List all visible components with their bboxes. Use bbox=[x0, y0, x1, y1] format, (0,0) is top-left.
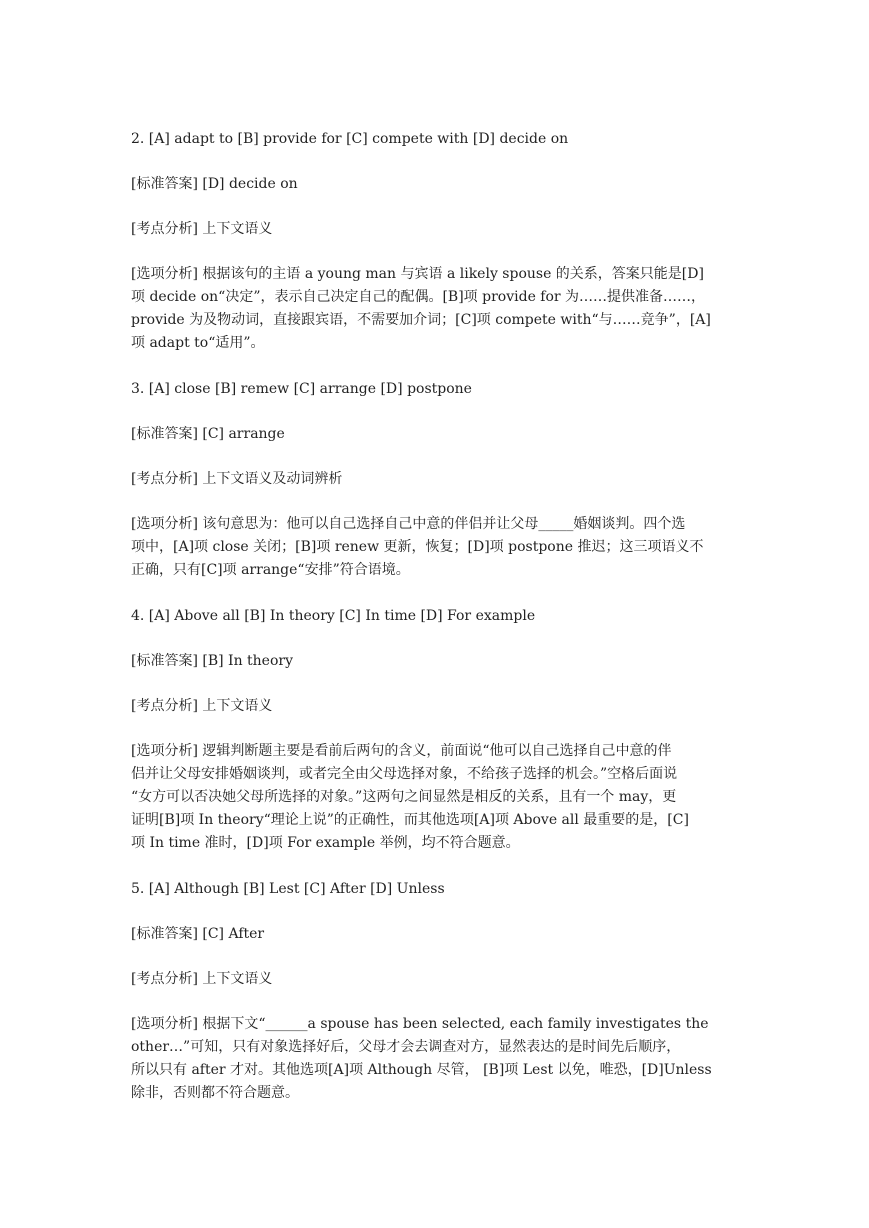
point-analysis: [考点分析] 上下文语义 bbox=[131, 221, 273, 237]
point-analysis: [考点分析] 上下文语义 bbox=[131, 971, 273, 987]
question-block-2 bbox=[131, 128, 737, 355]
option-analysis-line: 证明[B]项 In theory“理论上说”的正确性，而其他选项[A]项 Above all 最重要的是，[C] bbox=[131, 812, 689, 828]
standard-answer: [标准答案] [B] In theory bbox=[131, 653, 293, 669]
option-analysis-line: [选项分析] 根据下文“______a spouse has been selected, each family investigates the bbox=[131, 1016, 709, 1032]
standard-answer: [标准答案] [C] After bbox=[131, 926, 265, 942]
question-options: 4. [A] Above all [B] In theory [C] In time [D] For example bbox=[131, 608, 536, 624]
option-analysis-line: [选项分析] 逻辑判断题主要是看前后两句的含义，前面说“他可以自己选择自己中意的伴 bbox=[131, 743, 672, 759]
standard-answer: [标准答案] [D] decide on bbox=[131, 176, 298, 192]
question-block-3 bbox=[131, 378, 737, 582]
question-options: 2. [A] adapt to [B] provide for [C] compete with [D] decide on bbox=[131, 131, 569, 147]
standard-answer: [标准答案] [C] arrange bbox=[131, 426, 285, 442]
option-analysis-line: 侣并让父母安排婚姻谈判，或者完全由父母选择对象，不给孩子选择的机会。”空格后面说 bbox=[131, 766, 678, 782]
document-page bbox=[131, 128, 737, 1105]
option-analysis-line: 项 decide on“决定”，表示自己决定自己的配偶。[B]项 provide for 为……提供准备……， bbox=[131, 289, 706, 305]
option-analysis-line: 所以只有 after 才对。其他选项[A]项 Although 尽管， [B]项 Lest 以免，唯恐，[D]Unless bbox=[131, 1062, 712, 1078]
option-analysis-line: other…”可知，只有对象选择好后，父母才会去调查对方，显然表达的是时间先后顺序， bbox=[131, 1039, 681, 1055]
option-analysis-line: provide 为及物动词，直接跟宾语，不需要加介词；[C]项 compete with“与……竞争”，[A] bbox=[131, 312, 711, 328]
option-analysis-line: [选项分析] 该句意思为：他可以自己选择自己中意的伴侣并让父母_____婚姻谈判。四个选 bbox=[131, 516, 686, 532]
option-analysis-line: 除非，否则都不符合题意。 bbox=[131, 1085, 299, 1101]
question-block-5 bbox=[131, 878, 737, 1105]
question-options: 3. [A] close [B] remew [C] arrange [D] postpone bbox=[131, 381, 472, 397]
option-analysis-line: 项中，[A]项 close 关闭；[B]项 renew 更新，恢复；[D]项 postpone 推迟；这三项语义不 bbox=[131, 539, 704, 555]
point-analysis: [考点分析] 上下文语义 bbox=[131, 698, 273, 714]
question-block-4 bbox=[131, 605, 737, 855]
option-analysis-line: “女方可以否决她父母所选择的对象。”这两句之间显然是相反的关系，且有一个 may，更 bbox=[131, 789, 677, 805]
option-analysis-line: [选项分析] 根据该句的主语 a young man 与宾语 a likely spouse 的关系，答案只能是[D] bbox=[131, 266, 704, 282]
option-analysis-line: 项 adapt to“适用”。 bbox=[131, 335, 265, 351]
option-analysis-line: 正确，只有[C]项 arrange“安排”符合语境。 bbox=[131, 562, 410, 578]
point-analysis: [考点分析] 上下文语义及动词辨析 bbox=[131, 471, 343, 487]
question-options: 5. [A] Although [B] Lest [C] After [D] Unless bbox=[131, 881, 445, 897]
option-analysis-line: 项 In time 准时，[D]项 For example 举例，均不符合题意。 bbox=[131, 835, 520, 851]
